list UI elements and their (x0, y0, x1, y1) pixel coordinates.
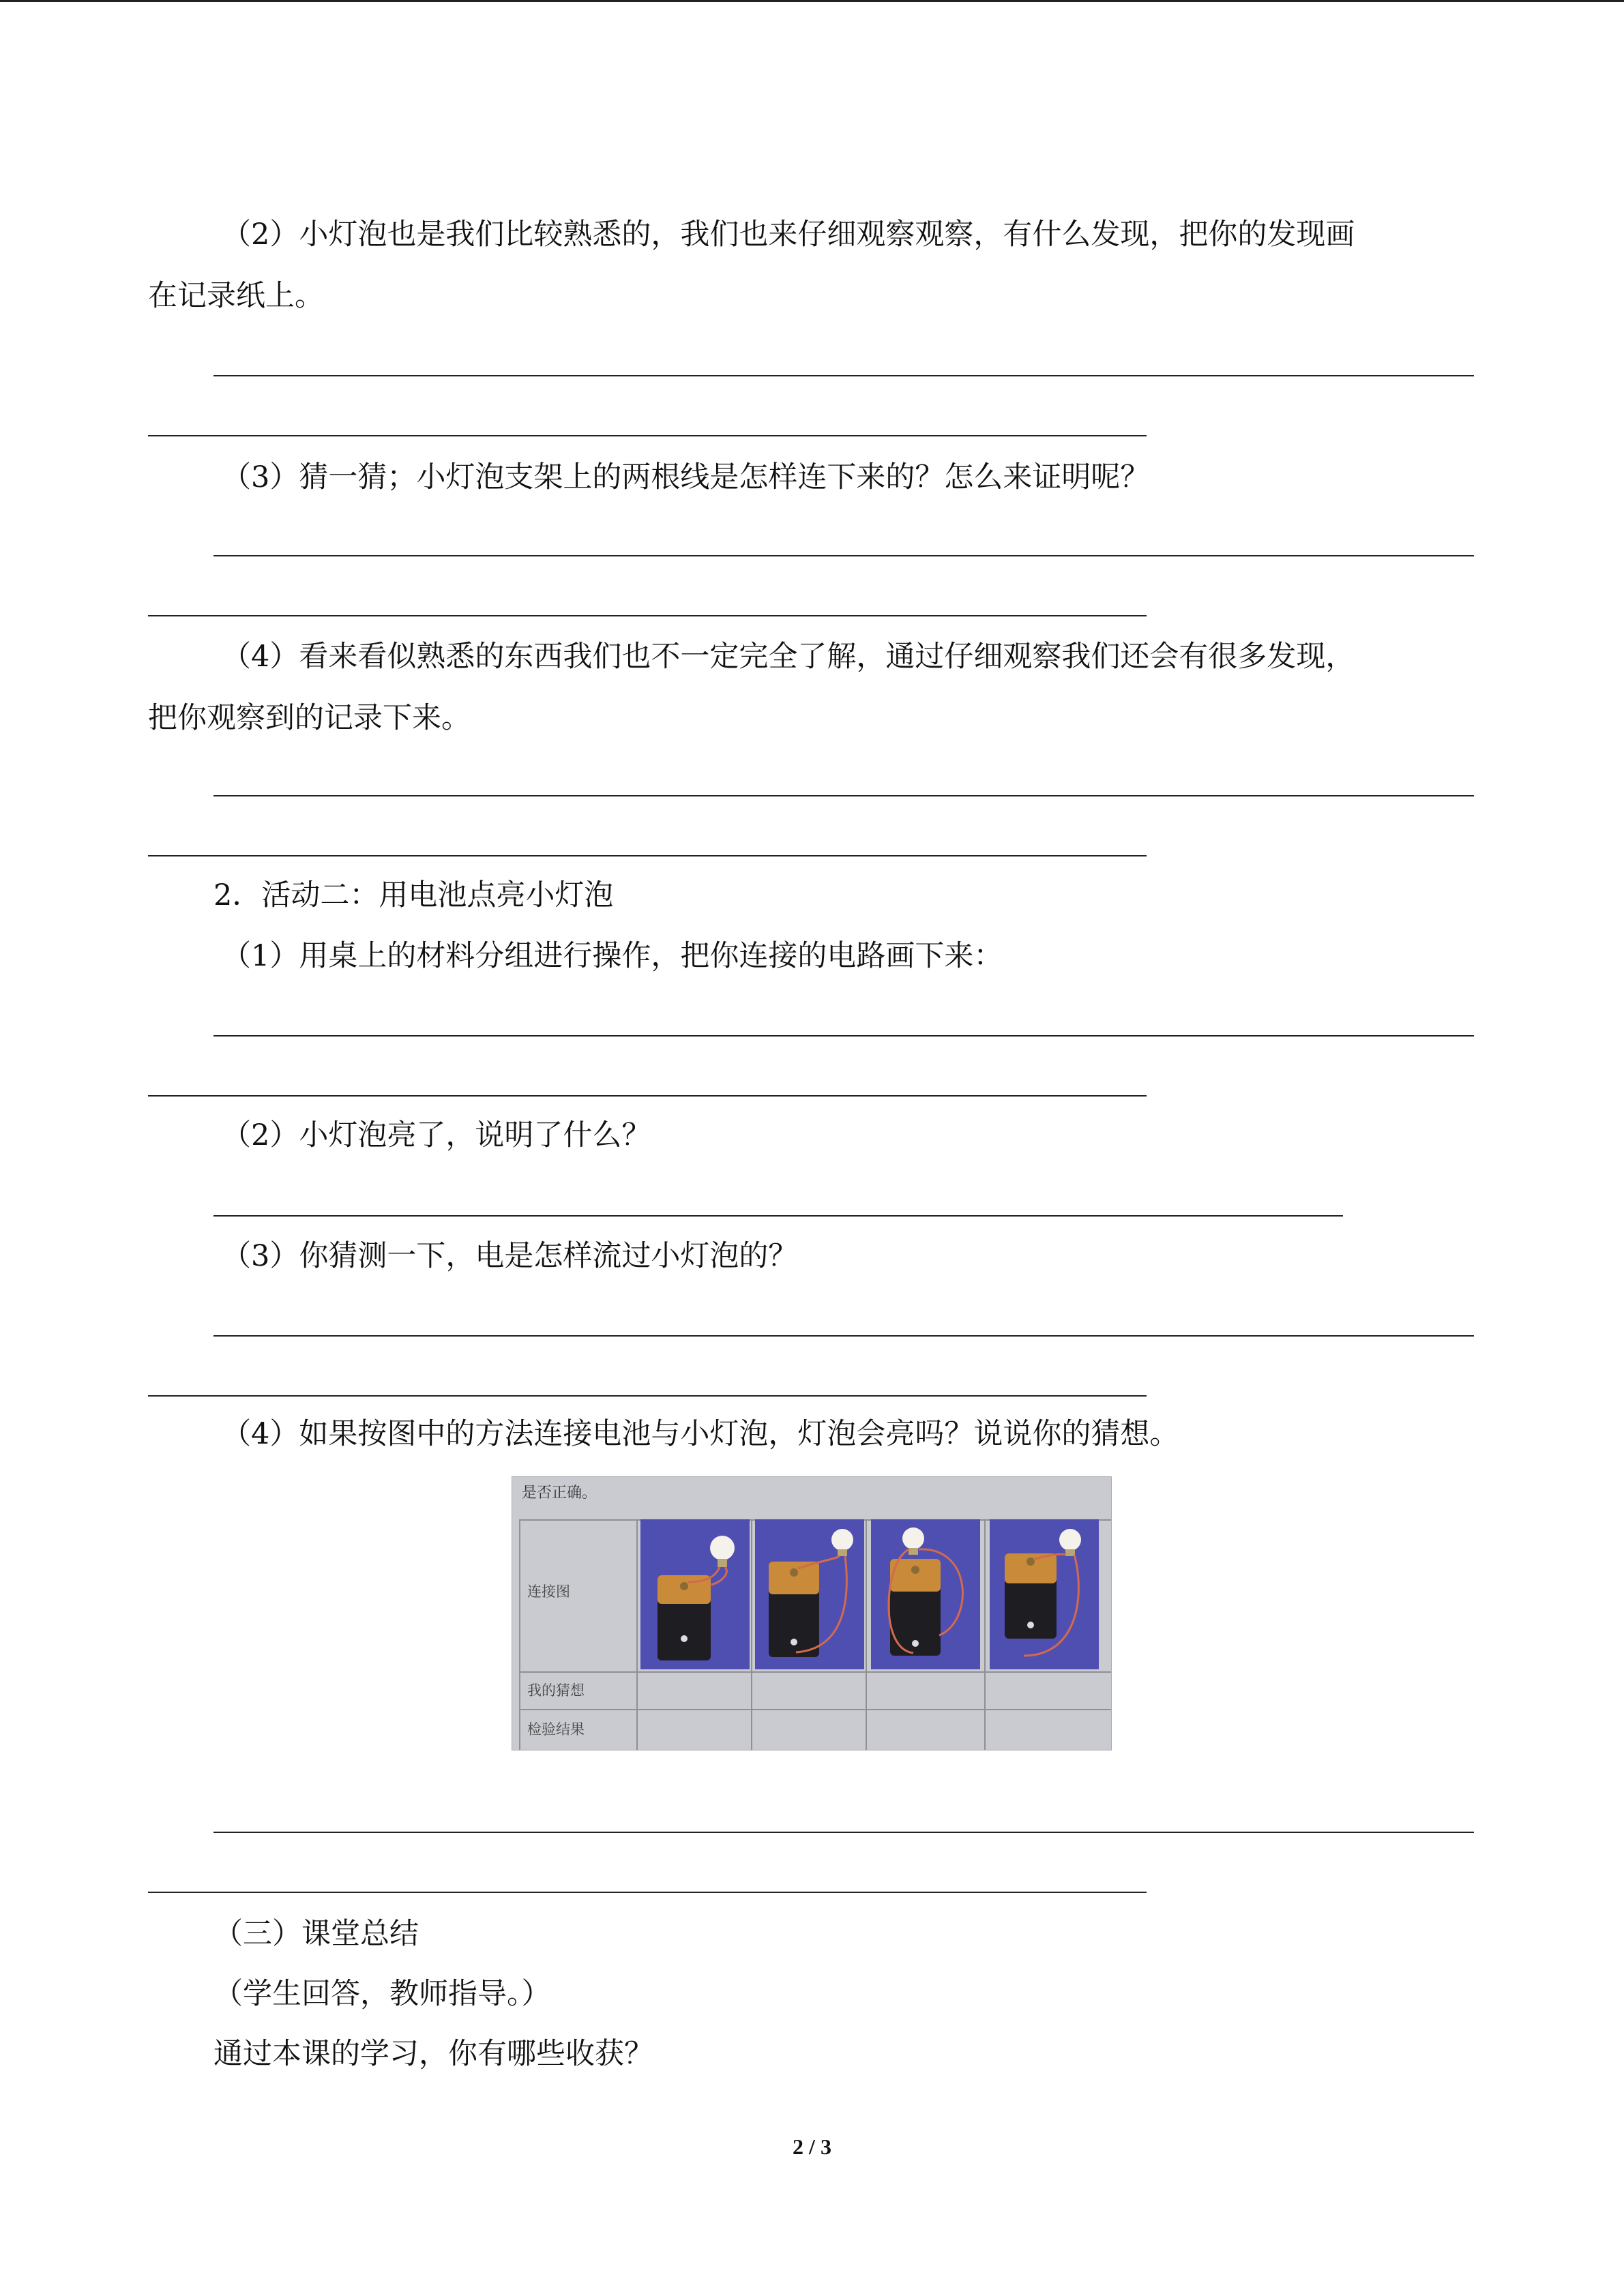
page-number: 2 / 3 (793, 2134, 831, 2159)
battery-bulb-illustration-1 (640, 1519, 750, 1669)
figure-caption: 是否正确。 (522, 1485, 597, 1502)
figure-grid-line (519, 1671, 1111, 1673)
question-2-line-2: 在记录纸上。 (148, 279, 324, 313)
activity-2-heading: 2．活动二：用电池点亮小灯泡 (213, 878, 614, 912)
activity-2-question-2: （2）小灯泡亮了，说明了什么？ (222, 1118, 651, 1152)
figure-grid-line (751, 1519, 752, 1750)
figure-grid-line (519, 1519, 520, 1750)
battery-bulb-illustration-4 (990, 1519, 1099, 1669)
figure-row-label-guess: 我的猜想 (527, 1682, 585, 1699)
answer-line (213, 1832, 1474, 1833)
answer-line (213, 1035, 1474, 1037)
summary-question: 通过本课的学习，你有哪些收获？ (213, 2037, 653, 2071)
answer-line (148, 435, 1147, 436)
figure-grid-line (866, 1519, 867, 1750)
battery-bulb-illustration-3 (871, 1519, 980, 1669)
connection-panel-1 (640, 1519, 750, 1669)
activity-2-question-3: （3）你猜测一下，电是怎样流过小灯泡的？ (222, 1239, 798, 1273)
connection-panel-4 (990, 1519, 1099, 1669)
battery-bulb-figure (512, 1476, 1112, 1750)
answer-line (213, 1215, 1343, 1217)
question-4-line-1: （4）看来看似熟悉的东西我们也不一定完全了解，通过仔细观察我们还会有很多发现， (222, 640, 1355, 674)
figure-row-label-result: 检验结果 (527, 1721, 585, 1738)
answer-line (213, 555, 1474, 556)
figure-grid-line (636, 1519, 638, 1750)
answer-line (148, 1395, 1147, 1397)
figure-grid-line (984, 1519, 986, 1750)
answer-line (148, 855, 1147, 856)
answer-line (213, 1335, 1474, 1337)
answer-line (213, 795, 1474, 796)
answer-line (148, 1095, 1147, 1097)
figure-grid-line (519, 1709, 1111, 1710)
question-2-line-1: （2）小灯泡也是我们比较熟悉的，我们也来仔细观察观察，有什么发现，把你的发现画 (222, 218, 1355, 252)
summary-heading: （三）课堂总结 (213, 1917, 419, 1951)
connection-panel-3 (871, 1519, 980, 1669)
battery-bulb-illustration-2 (755, 1519, 864, 1669)
answer-line (148, 1892, 1147, 1893)
answer-line (148, 615, 1147, 616)
connection-panel-2 (755, 1519, 864, 1669)
activity-2-question-1: （1）用桌上的材料分组进行操作，把你连接的电路画下来： (222, 939, 1003, 973)
answer-line (213, 375, 1474, 376)
activity-2-question-4: （4）如果按图中的方法连接电池与小灯泡，灯泡会亮吗？说说你的猜想。 (222, 1417, 1179, 1451)
figure-row-label-connection: 连接图 (527, 1583, 570, 1600)
summary-note: （学生回答，教师指导。） (213, 1977, 551, 2011)
question-4-line-2: 把你观察到的记录下来。 (148, 701, 471, 735)
question-3: （3）猜一猜；小灯泡支架上的两根线是怎样连下来的？怎么来证明呢？ (222, 460, 1150, 494)
page-top-border (0, 0, 1624, 2)
